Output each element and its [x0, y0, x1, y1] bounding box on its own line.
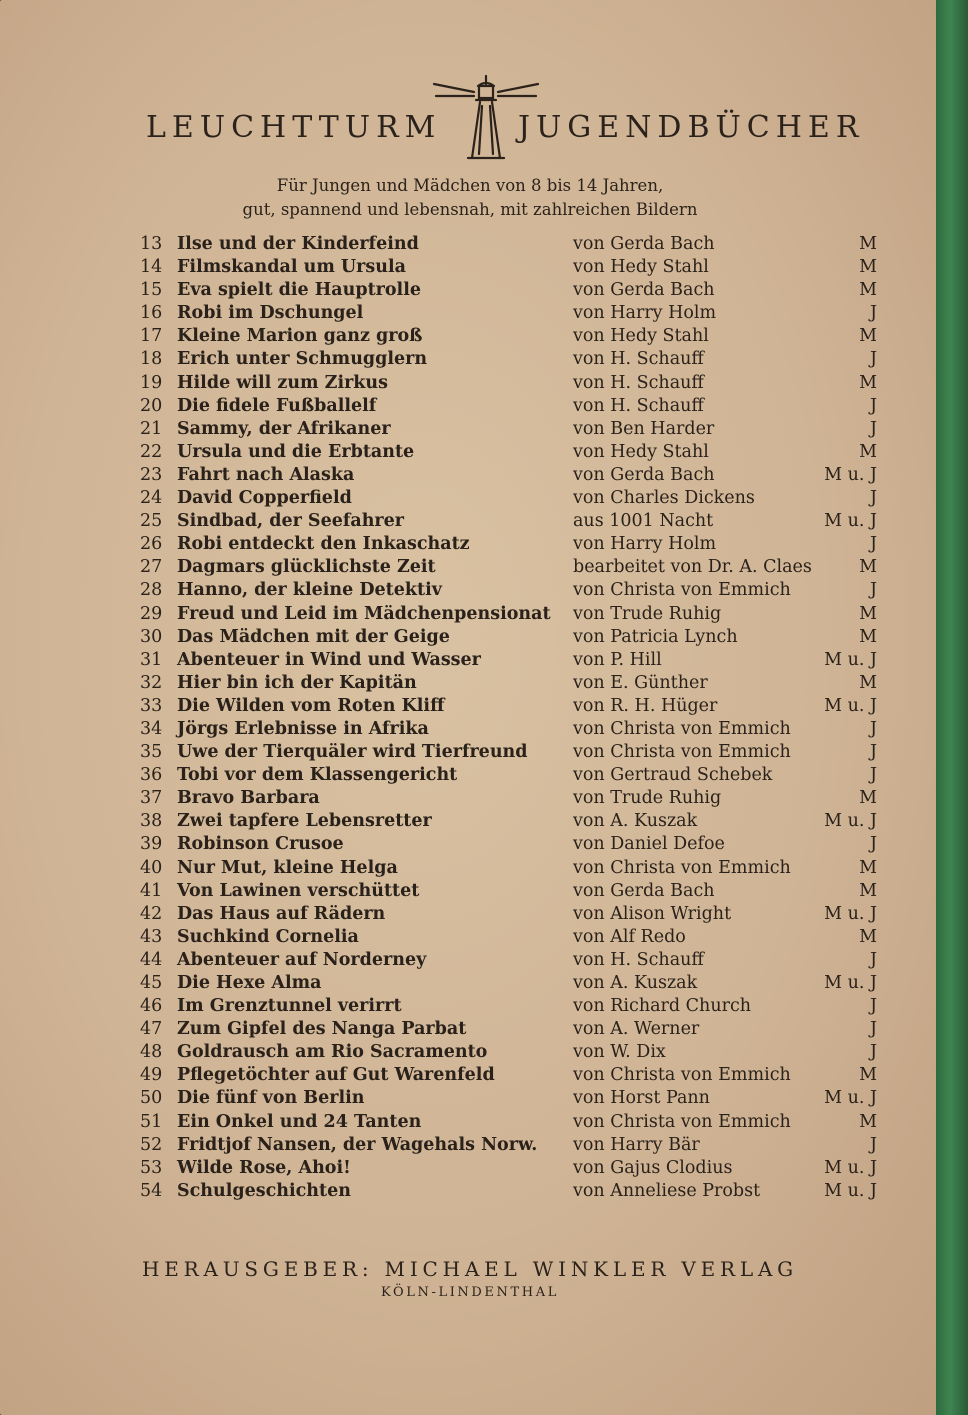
- lighthouse-icon: [430, 70, 542, 162]
- series-title-right: JUGENDBÜCHER: [518, 110, 865, 145]
- book-title: Robi entdeckt den Inkaschatz: [177, 534, 470, 555]
- book-number: 13: [140, 234, 163, 254]
- book-number: 50: [140, 1088, 163, 1109]
- book-row: [0, 557, 940, 580]
- book-title: Abenteuer in Wind und Wasser: [177, 649, 481, 670]
- book-number: 21: [140, 418, 163, 439]
- book-number: 40: [140, 857, 163, 878]
- book-author: von Gertraud Schebek: [573, 765, 773, 786]
- publisher-place: KÖLN-LINDENTHAL: [381, 1285, 559, 1300]
- book-number: 23: [140, 464, 163, 485]
- book-author: von H. Schauff: [573, 349, 704, 370]
- book-number: 26: [140, 534, 163, 555]
- book-row: [0, 696, 940, 719]
- book-audience: M u. J: [824, 973, 877, 993]
- book-author: von A. Kuszak: [573, 973, 698, 993]
- book-title: Robi im Dschungel: [177, 303, 364, 324]
- book-author: von Hedy Stahl: [573, 441, 709, 462]
- book-title: Ilse und der Kinderfeind: [177, 234, 419, 254]
- book-number: 28: [140, 580, 163, 601]
- book-number: 39: [140, 834, 163, 855]
- book-title: Die fünf von Berlin: [177, 1088, 365, 1109]
- book-row: [0, 858, 940, 881]
- book-audience: J: [869, 580, 877, 601]
- book-audience: M: [859, 926, 877, 947]
- book-row: [0, 927, 940, 950]
- book-row: [0, 742, 940, 765]
- book-number: 14: [140, 257, 163, 278]
- book-title: David Copperfield: [177, 488, 352, 509]
- book-number: 52: [140, 1134, 163, 1155]
- book-audience: J: [869, 1042, 877, 1063]
- book-audience: J: [869, 742, 877, 763]
- book-number: 44: [140, 949, 163, 970]
- book-number: 43: [140, 926, 163, 947]
- book-title: Bravo Barbara: [177, 788, 320, 809]
- book-audience: M: [859, 626, 877, 647]
- book-author: von Gerda Bach: [573, 880, 715, 901]
- book-author: von Gerda Bach: [573, 464, 715, 485]
- book-number: 45: [140, 973, 163, 993]
- book-title: Das Haus auf Rädern: [177, 903, 386, 924]
- book-audience: M u. J: [824, 1180, 877, 1201]
- book-row: [0, 673, 940, 696]
- book-number: 24: [140, 488, 163, 509]
- book-title: Nur Mut, kleine Helga: [177, 857, 398, 878]
- book-author: von Harry Holm: [573, 534, 717, 555]
- book-number: 33: [140, 695, 163, 716]
- book-number: 18: [140, 349, 163, 370]
- book-row: [0, 765, 940, 788]
- book-title: Dagmars glücklichste Zeit: [177, 557, 436, 578]
- book-title: Abenteuer auf Norderney: [177, 949, 427, 970]
- book-title: Uwe der Tierquäler wird Tierfreund: [177, 742, 528, 763]
- book-number: 29: [140, 603, 163, 624]
- publisher-line: HERAUSGEBER: MICHAEL WINKLER VERLAG: [142, 1257, 798, 1281]
- book-row: [0, 488, 940, 511]
- book-spine: [936, 0, 968, 1415]
- book-number: 42: [140, 903, 163, 924]
- book-row: [0, 442, 940, 465]
- book-audience: M: [859, 788, 877, 809]
- book-author: bearbeitet von Dr. A. Claes: [573, 557, 812, 578]
- book-audience: M: [859, 441, 877, 462]
- book-author: von E. Günther: [573, 672, 708, 693]
- book-row: [0, 303, 940, 326]
- book-audience: M: [859, 880, 877, 901]
- book-number: 38: [140, 811, 163, 832]
- book-title: Von Lawinen verschüttet: [177, 880, 420, 901]
- book-number: 37: [140, 788, 163, 809]
- book-number: 22: [140, 441, 163, 462]
- book-title: Sindbad, der Seefahrer: [177, 511, 404, 532]
- book-row: [0, 1065, 940, 1088]
- book-row: [0, 534, 940, 557]
- book-audience: M u. J: [824, 1088, 877, 1109]
- book-audience: J: [869, 718, 877, 739]
- book-title: Kleine Marion ganz groß: [177, 326, 423, 347]
- book-author: von Harry Holm: [573, 303, 717, 324]
- book-number: 35: [140, 742, 163, 763]
- book-audience: M u. J: [824, 511, 877, 532]
- book-audience: M: [859, 372, 877, 393]
- book-audience: M u. J: [824, 1157, 877, 1178]
- book-audience: M: [859, 326, 877, 347]
- book-audience: M u. J: [824, 903, 877, 924]
- book-author: von Horst Pann: [573, 1088, 710, 1109]
- book-title: Tobi vor dem Klassengericht: [177, 765, 458, 786]
- book-audience: M: [859, 280, 877, 301]
- book-row: [0, 1019, 940, 1042]
- book-title: Im Grenztunnel verirrt: [177, 996, 402, 1017]
- book-author: von P. Hill: [573, 649, 662, 670]
- book-author: von Christa von Emmich: [573, 742, 791, 763]
- book-row: [0, 996, 940, 1019]
- book-title: Goldrausch am Rio Sacramento: [177, 1042, 488, 1063]
- book-author: aus 1001 Nacht: [573, 511, 714, 532]
- book-author: von Christa von Emmich: [573, 1065, 791, 1086]
- book-author: von Gerda Bach: [573, 234, 715, 254]
- book-audience: J: [869, 1019, 877, 1040]
- book-audience: J: [869, 418, 877, 439]
- book-row: [0, 881, 940, 904]
- book-author: von H. Schauff: [573, 949, 704, 970]
- book-title: Ursula und die Erbtante: [177, 441, 415, 462]
- book-author: von Alison Wright: [573, 903, 732, 924]
- book-audience: M: [859, 234, 877, 254]
- book-row: [0, 257, 940, 280]
- book-row: [0, 811, 940, 834]
- book-author: von Trude Ruhig: [573, 788, 722, 809]
- book-author: von Christa von Emmich: [573, 1111, 791, 1132]
- book-number: 16: [140, 303, 163, 324]
- book-audience: M u. J: [824, 464, 877, 485]
- book-row: [0, 1135, 940, 1158]
- book-author: von Gajus Clodius: [573, 1157, 733, 1178]
- book-author: von A. Werner: [573, 1019, 700, 1040]
- book-row: [0, 719, 940, 742]
- book-author: von Ben Harder: [573, 418, 715, 439]
- book-row: [0, 1158, 940, 1181]
- book-number: 36: [140, 765, 163, 786]
- book-author: von Gerda Bach: [573, 280, 715, 301]
- book-title: Hilde will zum Zirkus: [177, 372, 389, 393]
- book-row: [0, 627, 940, 650]
- book-audience: J: [869, 765, 877, 786]
- book-number: 54: [140, 1180, 163, 1201]
- book-title: Jörgs Erlebnisse in Afrika: [177, 718, 429, 739]
- book-author: von Hedy Stahl: [573, 326, 709, 347]
- book-number: 48: [140, 1042, 163, 1063]
- book-title: Fahrt nach Alaska: [177, 464, 355, 485]
- book-number: 15: [140, 280, 163, 301]
- book-author: von Christa von Emmich: [573, 580, 791, 601]
- book-number: 17: [140, 326, 163, 347]
- subtitle-line-1: Für Jungen und Mädchen von 8 bis 14 Jahren,: [276, 176, 664, 195]
- book-title: Die fidele Fußballelf: [177, 395, 377, 416]
- book-row: [0, 904, 940, 927]
- book-row: [0, 580, 940, 603]
- book-audience: J: [869, 949, 877, 970]
- book-title: Suchkind Cornelia: [177, 926, 359, 947]
- book-audience: M: [859, 257, 877, 278]
- book-title: Zum Gipfel des Nanga Parbat: [177, 1019, 467, 1040]
- book-author: von Daniel Defoe: [573, 834, 725, 855]
- book-row: [0, 1088, 940, 1111]
- book-number: 25: [140, 511, 163, 532]
- book-row: [0, 396, 940, 419]
- book-author: von R. H. Hüger: [573, 695, 718, 716]
- book-row: [0, 788, 940, 811]
- book-row: [0, 280, 940, 303]
- book-title: Zwei tapfere Lebensretter: [177, 811, 432, 832]
- book-title: Hanno, der kleine Detektiv: [177, 580, 442, 601]
- book-title: Erich unter Schmugglern: [177, 349, 428, 370]
- book-title: Fridtjof Nansen, der Wagehals Norw.: [177, 1134, 538, 1155]
- book-audience: J: [869, 1134, 877, 1155]
- book-title: Hier bin ich der Kapitän: [177, 672, 417, 693]
- book-row: [0, 511, 940, 534]
- book-author: von Richard Church: [573, 996, 752, 1017]
- book-title: Freud und Leid im Mädchenpensionat: [177, 603, 551, 624]
- book-audience: J: [869, 303, 877, 324]
- book-number: 20: [140, 395, 163, 416]
- book-author: von Harry Bär: [573, 1134, 700, 1155]
- book-title: Sammy, der Afrikaner: [177, 418, 391, 439]
- book-number: 19: [140, 372, 163, 393]
- book-audience: J: [869, 534, 877, 555]
- book-row: [0, 234, 940, 257]
- book-author: von Charles Dickens: [573, 488, 755, 509]
- book-author: von H. Schauff: [573, 395, 704, 416]
- book-audience: J: [869, 996, 877, 1017]
- book-row: [0, 465, 940, 488]
- book-row: [0, 650, 940, 673]
- book-number: 51: [140, 1111, 163, 1132]
- book-title: Filmskandal um Ursula: [177, 257, 406, 278]
- subtitle-line-2: gut, spannend und lebensnah, mit zahlreichen Bildern: [242, 200, 698, 219]
- book-number: 46: [140, 996, 163, 1017]
- book-audience: M: [859, 857, 877, 878]
- book-number: 47: [140, 1019, 163, 1040]
- book-number: 53: [140, 1157, 163, 1178]
- book-title: Pflegetöchter auf Gut Warenfeld: [177, 1065, 495, 1086]
- book-number: 30: [140, 626, 163, 647]
- series-subtitle: [0, 174, 940, 222]
- book-row: [0, 834, 940, 857]
- book-title: Ein Onkel und 24 Tanten: [177, 1111, 422, 1132]
- book-audience: M: [859, 672, 877, 693]
- book-audience: M: [859, 1111, 877, 1132]
- book-number: 31: [140, 649, 163, 670]
- book-author: von H. Schauff: [573, 372, 704, 393]
- book-author: von Christa von Emmich: [573, 718, 791, 739]
- book-title: Schulgeschichten: [177, 1180, 351, 1201]
- book-author: von Alf Redo: [573, 926, 686, 947]
- book-audience: M: [859, 557, 877, 578]
- book-row: [0, 419, 940, 442]
- book-author: von Christa von Emmich: [573, 857, 791, 878]
- book-audience: M: [859, 1065, 877, 1086]
- book-author: von W. Dix: [573, 1042, 666, 1063]
- book-audience: J: [869, 834, 877, 855]
- book-title: Die Hexe Alma: [177, 973, 322, 993]
- book-number: 27: [140, 557, 163, 578]
- book-audience: J: [869, 395, 877, 416]
- book-row: [0, 1181, 940, 1204]
- book-author: von Trude Ruhig: [573, 603, 722, 624]
- book-row: [0, 349, 940, 372]
- book-author: von Anneliese Probst: [573, 1180, 761, 1201]
- book-row: [0, 950, 940, 973]
- book-author: von Hedy Stahl: [573, 257, 709, 278]
- book-audience: M: [859, 603, 877, 624]
- book-audience: J: [869, 488, 877, 509]
- book-row: [0, 1042, 940, 1065]
- book-audience: M u. J: [824, 649, 877, 670]
- book-title: Eva spielt die Hauptrolle: [177, 280, 421, 301]
- book-title: Wilde Rose, Ahoi!: [177, 1157, 351, 1178]
- book-audience: M u. J: [824, 811, 877, 832]
- book-row: [0, 604, 940, 627]
- book-title: Die Wilden vom Roten Kliff: [177, 695, 445, 716]
- series-title-left: LEUCHTTURM: [146, 110, 442, 145]
- book-author: von A. Kuszak: [573, 811, 698, 832]
- book-number: 41: [140, 880, 163, 901]
- book-author: von Patricia Lynch: [573, 626, 738, 647]
- book-row: [0, 373, 940, 396]
- book-list: [0, 234, 940, 1204]
- book-title: Das Mädchen mit der Geige: [177, 626, 450, 647]
- book-audience: M u. J: [824, 695, 877, 716]
- book-number: 34: [140, 718, 163, 739]
- book-number: 32: [140, 672, 163, 693]
- book-row: [0, 1112, 940, 1135]
- book-title: Robinson Crusoe: [177, 834, 344, 855]
- book-number: 49: [140, 1065, 163, 1086]
- book-audience: J: [869, 349, 877, 370]
- book-row: [0, 326, 940, 349]
- book-row: [0, 973, 940, 996]
